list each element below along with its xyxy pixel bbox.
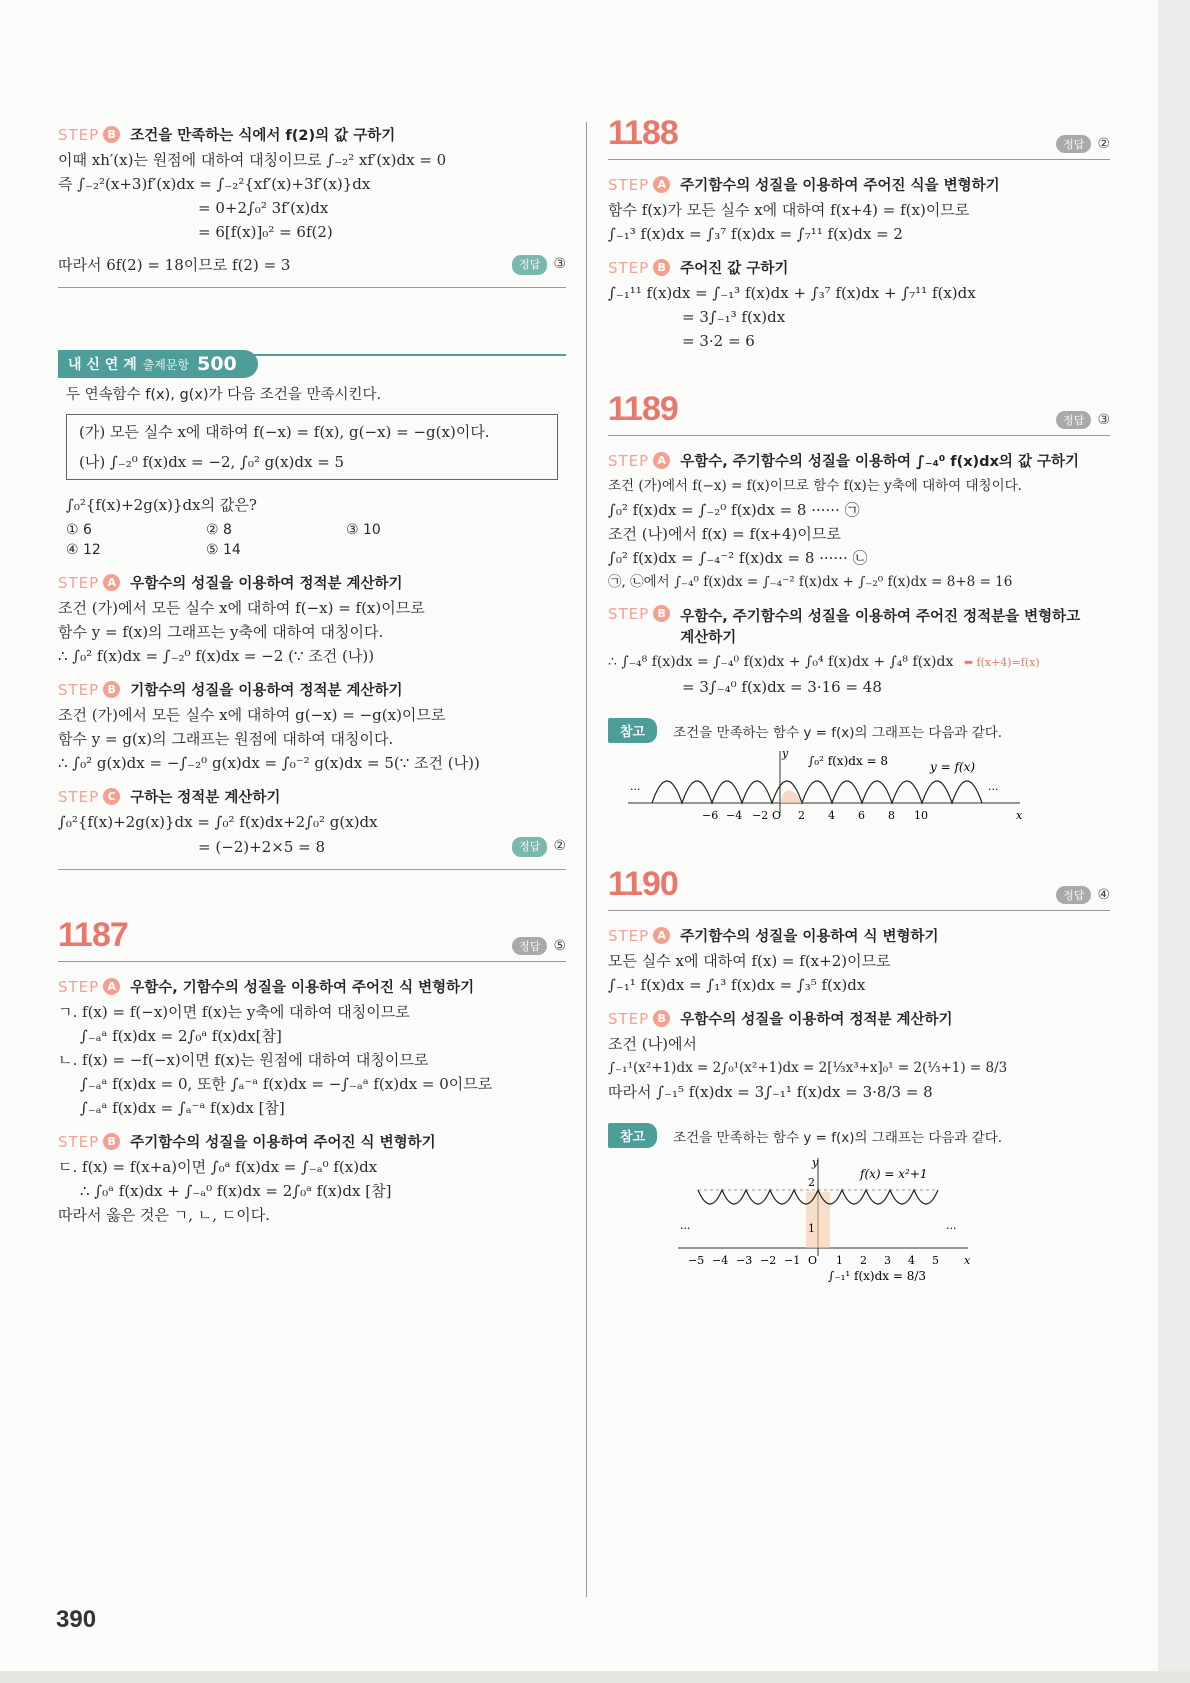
step-tag: STEP (608, 926, 650, 945)
answer-value: ⑤ (553, 938, 566, 954)
step-b-header (58, 1131, 566, 1152)
step-title: 구하는 정적분 계산하기 (130, 790, 281, 806)
solution-line: = 3∫₋₁³ f(x)dx (682, 308, 786, 326)
condition-box (66, 414, 558, 480)
step-title: 우함수, 기함수의 성질을 이용하여 주어진 식 변형하기 (130, 980, 475, 996)
solution-line: 즉 ∫₋₂²(x+3)f′(x)dx = ∫₋₂²{xf′(x)+3f′(x)}dx (58, 175, 371, 193)
tick-label: 4 (908, 1254, 915, 1267)
step-a-header (608, 925, 1110, 946)
condition-na: (나) ∫₋₂⁰ f(x)dx = −2, ∫₀² g(x)dx = 5 (79, 453, 345, 471)
tick-label: −2 (752, 809, 769, 822)
tick-label: O (772, 809, 782, 822)
problem-1190-header (608, 865, 1110, 911)
step-tag: STEP (58, 573, 100, 592)
solution-line: ∫₋ₐᵃ f(x)dx = 2∫₀ᵃ f(x)dx[참] (80, 1027, 282, 1045)
graph-1190 (668, 1152, 1088, 1284)
solution-line: ∫₋₁³ f(x)dx = ∫₃⁷ f(x)dx = ∫₇¹¹ f(x)dx = 2 (608, 225, 903, 243)
condition-ga: (가) 모든 실수 x에 대하여 f(−x) = f(x), g(−x) = −g(x)이다. (79, 423, 490, 441)
tick-label: O (808, 1254, 818, 1267)
step-b-header (58, 124, 566, 145)
answer-badge: 정답 (1056, 411, 1091, 429)
ellipsis-right: ··· (988, 783, 999, 796)
y-axis-label: y (782, 747, 789, 760)
tick-label: −5 (688, 1254, 705, 1267)
step-title: 주기함수의 성질을 이용하여 식 변형하기 (680, 929, 939, 945)
banner-label (58, 350, 258, 378)
step-tag: STEP (608, 258, 650, 277)
y-tick-label: 1 (808, 1222, 815, 1235)
reference-note (608, 718, 1110, 743)
reference-tag: 참고 (608, 1123, 657, 1148)
solution-line: 함수 f(x)가 모든 실수 x에 대하여 f(x+4) = f(x)이므로 (608, 201, 970, 219)
step-letter: A (103, 574, 120, 591)
answer (1056, 411, 1110, 429)
curve-label: f(x) = x²+1 (860, 1167, 928, 1181)
choice[interactable]: ④ 12 (66, 542, 101, 558)
step-letter: B (653, 605, 670, 622)
answer (512, 255, 566, 275)
right-column (608, 110, 1110, 1284)
step-letter: A (103, 978, 120, 995)
tick-label: 6 (858, 809, 865, 822)
page-bottom-edge (0, 1671, 1190, 1683)
ellipsis-left: ··· (630, 783, 641, 796)
step-title: 기함수의 성질을 이용하여 정적분 계산하기 (130, 683, 403, 699)
solution-line: ∫₀² f(x)dx = ∫₋₂⁰ f(x)dx = 8 ······ ㉠ (608, 501, 860, 519)
answer (1056, 135, 1110, 153)
step-tag: STEP (58, 1132, 100, 1151)
solution-line: 모든 실수 x에 대하여 f(x) = f(x+2)이므로 (608, 952, 891, 970)
step-c-header (58, 786, 566, 807)
tick-label: −4 (712, 1254, 729, 1267)
solution-line: = (−2)+2×5 = 8 (198, 838, 326, 856)
answer (512, 837, 566, 857)
tick-label: −3 (736, 1254, 753, 1267)
choice[interactable]: ③ 10 (346, 522, 381, 538)
solution-line: 함수 y = f(x)의 그래프는 y축에 대하여 대칭이다. (58, 623, 384, 641)
choice[interactable]: ② 8 (206, 522, 232, 538)
ellipsis-right: ··· (946, 1222, 957, 1235)
left-column (58, 110, 566, 1224)
shaded-area (806, 1192, 830, 1248)
step-tag: STEP (58, 977, 100, 996)
shaded-area (780, 790, 802, 803)
banner-number: 500 (197, 353, 237, 375)
page-edge-shadow (1158, 0, 1190, 1683)
step-tag: STEP (58, 125, 100, 144)
step-title: 주기함수의 성질을 이용하여 주어진 식을 변형하기 (680, 178, 1000, 194)
answer-badge: 정답 (512, 837, 547, 857)
solution-text: ∴ ∫₋₄⁸ f(x)dx = ∫₋₄⁰ f(x)dx + ∫₀⁴ f(x)dx + ∫₄⁸ f(x)dx (608, 654, 954, 670)
step-letter: A (653, 927, 670, 944)
step-b-header (608, 257, 1110, 278)
step-tag: STEP (608, 175, 650, 194)
problem-number: 1187 (58, 916, 128, 954)
answer-badge: 정답 (1056, 886, 1091, 904)
page-number: 390 (56, 1606, 97, 1633)
solution-line: ∫₀² f(x)dx = ∫₋₄⁻² f(x)dx = 8 ······ ㉡ (608, 549, 868, 567)
note-text: f(x+4)=f(x) (976, 656, 1040, 669)
problem-1189-header (608, 390, 1110, 436)
solution-line: 조건 (나)에서 (608, 1035, 697, 1053)
reference-tag: 참고 (608, 718, 657, 743)
solution-line: = 6[f(x)]₀² = 6f(2) (198, 223, 333, 241)
step-title: 조건을 만족하는 식에서 f(2)의 값 구하기 (130, 128, 396, 144)
answer (512, 937, 566, 955)
tick-label: 2 (798, 809, 805, 822)
solution-line: ∫₋ₐᵃ f(x)dx = 0, 또한 ∫ₐ⁻ᵃ f(x)dx = −∫₋ₐᵃ f(x)dx = 0이므로 (80, 1075, 493, 1093)
step-b-header (58, 679, 566, 700)
graph-annotation: ∫₋₁¹ f(x)dx = 8/3 (828, 1269, 927, 1283)
step-tag: STEP (608, 1009, 650, 1028)
reference-text: 조건을 만족하는 함수 y = f(x)의 그래프는 다음과 같다. (673, 1129, 1003, 1146)
answer-row (58, 837, 566, 857)
step-b-header (608, 605, 1110, 647)
solution-line: 조건 (가)에서 f(−x) = f(x)이므로 함수 f(x)는 y축에 대하여 대칭이다. (608, 478, 1022, 494)
answer-row (58, 255, 566, 275)
periodic-curve (652, 781, 982, 803)
step-letter: A (653, 176, 670, 193)
tick-label: 4 (828, 809, 835, 822)
answer (1056, 886, 1110, 904)
graph-annotation: ∫₀² f(x)dx = 8 (808, 754, 889, 768)
step-letter: B (653, 259, 670, 276)
step-b-header (608, 1008, 1110, 1029)
problem-question: ∫₀²{f(x)+2g(x)}dx의 값은? (66, 496, 257, 514)
solution-line: ㄱ. f(x) = f(−x)이면 f(x)는 y축에 대하여 대칭이므로 (58, 1003, 410, 1021)
step-tag: STEP (608, 605, 650, 623)
solution-line: 조건 (나)에서 f(x) = f(x+4)이므로 (608, 525, 841, 543)
step-tag: STEP (58, 787, 100, 806)
solution-line: 따라서 ∫₋₁⁵ f(x)dx = 3∫₋₁¹ f(x)dx = 3·8/3 = 8 (608, 1083, 933, 1101)
problem-1188-header (608, 114, 1110, 160)
solution-line: 조건 (가)에서 모든 실수 x에 대하여 f(−x) = f(x)이므로 (58, 599, 425, 617)
solution-line: ∫₋₁¹(x²+1)dx = 2∫₀¹(x²+1)dx = 2[⅓x³+x]₀¹ = 2(⅓+1) = 8/3 (608, 1060, 1008, 1076)
solution-line (608, 653, 1110, 672)
solution-line: = 3∫₋₄⁰ f(x)dx = 3·16 = 48 (682, 678, 882, 696)
answer-value: ② (1097, 136, 1110, 152)
choice[interactable]: ① 6 (66, 522, 92, 538)
section-rule (58, 287, 566, 288)
step-title: 우함수의 성질을 이용하여 정적분 계산하기 (680, 1012, 953, 1028)
tick-label: −6 (702, 809, 719, 822)
solution-line: ㄴ. f(x) = −f(−x)이면 f(x)는 원점에 대하여 대칭이므로 (58, 1051, 429, 1069)
step-title: 주어진 값 구하기 (680, 261, 789, 277)
step-letter: B (103, 126, 120, 143)
solution-line: ㄷ. f(x) = f(x+a)이면 ∫₀ᵃ f(x)dx = ∫₋ₐ⁰ f(x)dx (58, 1158, 378, 1176)
tick-label: −4 (726, 809, 743, 822)
step-letter: B (103, 1133, 120, 1150)
step-a-header (58, 976, 566, 997)
answer-value: ③ (553, 256, 566, 272)
step-tag: STEP (608, 451, 650, 470)
answer-value: ④ (1097, 887, 1110, 903)
tick-label: 8 (888, 809, 895, 822)
banner-subtitle: 출제문항 (142, 357, 190, 372)
solution-line: ∫₀²{f(x)+2g(x)}dx = ∫₀² f(x)dx+2∫₀² g(x)dx (58, 813, 378, 831)
step-title-line: 우함수, 주기함수의 성질을 이용하여 주어진 정적분을 변형하고 (680, 609, 1081, 625)
step-a-header (608, 450, 1110, 471)
step-title-line: 계산하기 (680, 630, 737, 646)
reference-note (608, 1123, 1110, 1148)
answer-badge: 정답 (1056, 135, 1091, 153)
solution-line: 조건 (가)에서 모든 실수 x에 대하여 g(−x) = −g(x)이므로 (58, 706, 446, 724)
step-title: 주기함수의 성질을 이용하여 주어진 식 변형하기 (130, 1135, 436, 1151)
problem-intro: 두 연속함수 f(x), g(x)가 다음 조건을 만족시킨다. (66, 387, 382, 403)
banner-bar (248, 354, 566, 356)
note-arrow: ⬅ f(x+4)=f(x) (963, 656, 1040, 669)
solution-line: ∫₋₁¹¹ f(x)dx = ∫₋₁³ f(x)dx + ∫₃⁷ f(x)dx + ∫₇¹¹ f(x)dx (608, 284, 976, 302)
graph-1189 (608, 747, 1028, 829)
problem-1187-header (58, 916, 566, 962)
curve-label: y = f(x) (930, 760, 976, 774)
solution-line: = 0+2∫₀² 3f′(x)dx (198, 199, 329, 217)
y-axis-label: y (812, 1156, 819, 1169)
step-letter: A (653, 452, 670, 469)
tick-label: −2 (760, 1254, 777, 1267)
answer-value: ② (553, 838, 566, 854)
conclusion-text: 따라서 옳은 것은 ㄱ, ㄴ, ㄷ이다. (58, 1206, 271, 1224)
naesin-banner (58, 348, 566, 380)
step-title (680, 605, 1080, 647)
solution-line: ∫₋ₐᵃ f(x)dx = ∫ₐ⁻ᵃ f(x)dx [참] (80, 1099, 285, 1117)
answer-value: ③ (1097, 412, 1110, 428)
tick-label: 2 (860, 1254, 867, 1267)
step-tag: STEP (58, 680, 100, 699)
step-letter: C (103, 788, 120, 805)
column-divider (586, 122, 587, 1597)
section-rule (58, 869, 566, 870)
solution-line: ㉠, ㉡에서 ∫₋₄⁰ f(x)dx = ∫₋₄⁻² f(x)dx + ∫₋₂⁰ f(x)dx = 8+8 = 16 (608, 574, 1013, 590)
solution-line: 함수 y = g(x)의 그래프는 원점에 대하여 대칭이다. (58, 730, 394, 748)
tick-label: 5 (932, 1254, 939, 1267)
step-letter: B (103, 681, 120, 698)
ellipsis-left: ··· (680, 1222, 691, 1235)
solution-line: = 3·2 = 6 (682, 332, 755, 350)
banner-title: 내 신 연 계 (68, 357, 137, 373)
step-title: 우함수, 주기함수의 성질을 이용하여 ∫₋₄⁰ f(x)dx의 값 구하기 (680, 454, 1080, 470)
step-letter: B (653, 1010, 670, 1027)
tick-label: 3 (884, 1254, 891, 1267)
solution-line: ∴ ∫₀² f(x)dx = ∫₋₂⁰ f(x)dx = −2 (∵ 조건 (나)) (58, 647, 375, 665)
solution-line: ∴ ∫₀² g(x)dx = −∫₋₂⁰ g(x)dx = ∫₀⁻² g(x)dx = 5(∵ 조건 (나)) (58, 754, 480, 772)
problem-number: 1189 (608, 390, 678, 428)
solution-line: ∫₋₁¹ f(x)dx = ∫₁³ f(x)dx = ∫₃⁵ f(x)dx (608, 976, 866, 994)
solution-line: ∴ ∫₀ᵃ f(x)dx + ∫₋ₐ⁰ f(x)dx = 2∫₀ᵃ f(x)dx [참] (80, 1182, 392, 1200)
problem-number: 1190 (608, 865, 678, 903)
problem-number: 1188 (608, 114, 678, 152)
x-axis-label: x (1016, 809, 1023, 822)
solution-line: 이때 xh′(x)는 원점에 대하여 대칭이므로 ∫₋₂² xf′(x)dx = 0 (58, 151, 447, 169)
step-title: 우함수의 성질을 이용하여 정적분 계산하기 (130, 576, 403, 592)
answer-choices (66, 522, 566, 558)
step-a-header (608, 174, 1110, 195)
tick-label: 10 (914, 809, 928, 822)
tick-label: −1 (784, 1254, 801, 1267)
conclusion-text: 따라서 6f(2) = 18이므로 f(2) = 3 (58, 256, 291, 274)
tick-label: 1 (836, 1254, 843, 1267)
choice[interactable]: ⑤ 14 (206, 542, 241, 558)
y-tick-label: 2 (808, 1176, 815, 1189)
answer-badge: 정답 (512, 937, 547, 955)
x-axis-label: x (964, 1254, 971, 1267)
reference-text: 조건을 만족하는 함수 y = f(x)의 그래프는 다음과 같다. (673, 724, 1003, 741)
answer-badge: 정답 (512, 255, 547, 275)
step-a-header (58, 572, 566, 593)
